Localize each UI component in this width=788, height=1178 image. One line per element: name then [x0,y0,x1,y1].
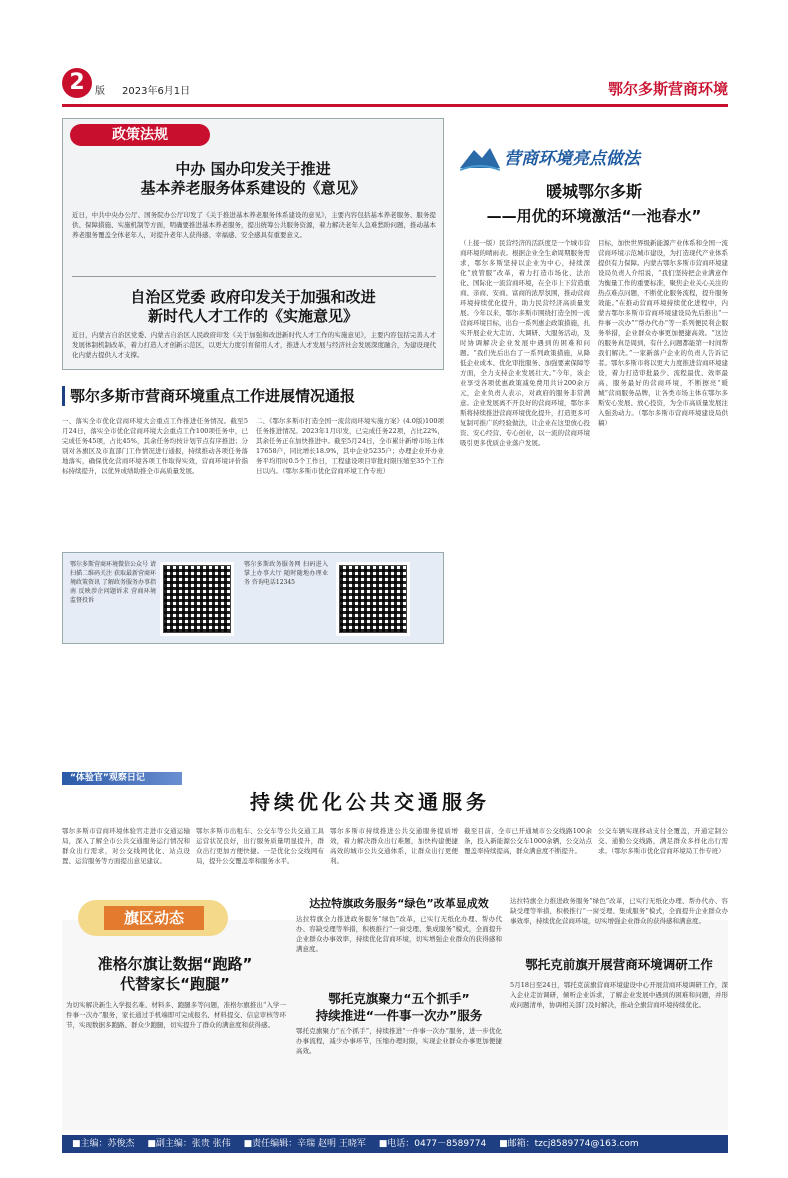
transport-col5: 公交车辆实现移动支付全覆盖，开通定制公交、通勤公交线路，满足群众多样化出行需求。（鄂尔多斯市优化营商环境局工作专班） [598,827,728,855]
transport-col2: 鄂尔多斯市出租车、公交车等公共交通工具运营状况良好，出行服务质量明显提升，群众出行更加方便快捷。一是优化公交线网布局，提升公交覆盖率和服务水平。 [196,827,324,865]
footer-bar [62,1135,728,1153]
footer-email[interactable]: ■邮箱：tzcj8589774@163.com [499,1139,639,1149]
region-a2-body: 达拉特旗全力推进政务服务“绿色”改革，已实行无纸化办理、帮办代办、容缺受理等举措，积极推行“一窗受理、集成服务”模式，全面提升企业群众办事效率，持续优化营商环境，切实增强企业群众的获得感和满意度。 [296,915,502,953]
masthead: 鄂尔多斯营商环境 [607,80,728,98]
qr-code-left[interactable] [163,565,231,633]
highlight-col2: 目标，加快世界级新能源产业体系和全国一流营商环境示范城市建设，为打造现代产业体系提供有力保障。内蒙古鄂尔多斯市营商环境建设局负责人介绍说，“我们坚持把企业满意作为衡量工作的重要标准，聚焦企业关心关注的热点难点问题，不断优化服务流程，提升服务效能。”在推动营商环境持续优化进程中，内蒙古鄂尔多斯市营商环境建设局先后推出“一件事一次办”“帮办代办”等一系列便民利企服务举措，企业群众办事更加便捷高效。“这边的服务真是周到，有什么问题都能第一时间帮我们解决。”一家新落户企业的负责人告诉记者。鄂尔多斯市将以更大力度推进营商环境建设，着力打造审批最少、流程最优、效率最高、服务最好的营商环境，不断擦亮“暖城”营商服务品牌，让各类市场主体在鄂尔多斯安心发展、放心投资，为全市高质量发展注入强劲动力。（鄂尔多斯市营商环境建设局供稿） [598,239,728,427]
ban-label: 版 [95,86,105,97]
region-a3-title: 鄂托克旗聚力“五个抓手” 持续推进“一件事一次办”服务 [315,991,483,1023]
region-a4-body: 5月18日至24日，鄂托克前旗营商环境建设中心开展营商环境调研工作，深入企业走访调研，倾听企业诉求，了解企业发展中遇到的困难和问题，并形成问题清单，协调相关部门及时解决，推动全旗营商环境持续优化。 [510,981,728,1009]
progress-title: 鄂尔多斯市营商环境重点工作进展情况通报 [70,387,356,405]
region-section-label: 旗区动态 [104,906,204,930]
highlight-section-label: 营商环境亮点做法 [460,140,728,174]
policy-article2-body: 近日，内蒙古自治区党委、内蒙古自治区人民政府印发《关于加强和改进新时代人才工作的实施意见》，主要内容包括完善人才发展体制机制改革，着力打造人才创新示范区，以更大力度引育留用人才，推进人才发展与经济社会发展深度融合，为建设现代化内蒙古提供人才支撑。 [72,331,436,359]
highlight-title: 暖城鄂尔多斯 ——用优的环境激活“一池春水” [486,182,702,225]
region-a4-title: 鄂托克前旗开展营商环境调研工作 [525,957,713,972]
page-number: 2 [62,68,92,98]
region-a2-title: 达拉特旗政务服务“绿色”改革显成效 [309,897,489,910]
mountain-logo-icon [460,142,500,172]
region-a2-continued: 达拉特旗全力推进政务服务“绿色”改革，已实行无纸化办理、帮办代办、容缺受理等举措，积极推行“一窗受理、集成服务”模式，全面提升企业群众办事效率，持续优化营商环境，切实增强企业群众的获得感和满意度。 [510,897,728,925]
issue-date: 2023年6月1日 [122,86,191,97]
policy-section-label: 政策法规 [70,124,210,146]
qr-left-text: 鄂尔多斯营商环境微信公众号 请扫描二维码关注 获取最新营商环境政策资讯 了解政务服务办事指南 反映涉企问题诉求 营商环境监督投诉 [70,561,156,604]
progress-col1: 一、落实全市优化营商环境大会重点工作推进任务情况。截至5月24日，落实全市优化营商环境大会重点工作100项任务中，已完成任务45项，占比45%，其余任务均按计划节点有序推进；分别对各旗区及市直部门工作情况进行通报，持续推动各项任务落地落实，确保优化营商环境各项工作取得实效，营商环境评价指标持续提升，以优异成绩助推全市高质量发展。 [62,417,248,475]
transport-col3: 鄂尔多斯市持续推进公共交通服务提质增效，着力解决群众出行难题，加快构建便捷高效的城市公共交通体系，让群众出行更便利。 [330,827,458,865]
header-rule [62,104,728,107]
region-a1-title: 准格尔旗让数据“跑路” 代替家长“跑腿” [97,955,253,993]
highlight-col1: （上接一版）民营经济的活跃度是一个城市营商环境的晴雨表。根据企业全生命周期服务需求，鄂尔多斯坚持以企业为中心，持续深化“放管服”改革，着力打造市场化、法治化、国际化一流营商环境，在全市上下营造重商、亲商、安商、富商的浓厚氛围，推动营商环境持续优化提升，助力民营经济高质量发展。今年以来，鄂尔多斯市围绕打造全国一流营商环境目标，出台一系列惠企政策措施，扎实开展企业大走访、大调研、大服务活动，及时协调解决企业发展中遇到的困难和问题。“我们先后出台了一系列政策措施，从降低企业成本、优化审批服务、加强要素保障等方面，全力支持企业发展壮大。”今年，该企业享受各项优惠政策减免费用共计200余万元，企业负责人表示，对政府的服务非常满意。企业发展离不开良好的营商环境，鄂尔多斯将持续推进营商环境优化提升，打造更多可复制可推广的经验做法，让企业在这里放心投资、安心经营、专心创业，以一流的营商环境吸引更多优质企业落户发展。 [460,239,590,447]
transport-col4: 截至目前，全市已开通城市公交线路100余条，投入新能源公交车1000余辆，公交站点覆盖率持续提高，群众满意度不断提升。 [464,827,592,855]
footer-deputy: ■副主编：张贵 张伟 [147,1139,231,1149]
footer-phone: ■电话：0477－8589774 [378,1139,487,1149]
progress-title-bar [62,386,65,406]
footer-editor: ■主编：苏俊杰 [72,1139,135,1149]
region-a1-body: 为切实解决新生入学报名难、材料多、跑腿多等问题，准格尔旗推出“入学一件事一次办”服务，家长通过手机端即可完成报名、材料提交、信息审核等环节，实现数据多跑路、群众少跑腿，切实提升了群众的满意度和获得感。 [66,1001,286,1029]
qr-code-right[interactable] [339,565,407,633]
qr-right-text: 鄂尔多斯政务服务网 扫码进入掌上办事大厅 随时随地办理业务 咨询电话12345 [244,561,328,586]
policy-divider [72,276,436,277]
policy-article1-title: 中办 国办印发关于推进 基本养老服务体系建设的《意见》 [140,160,366,197]
transport-title: 持续优化公共交通服务 [250,790,490,814]
footer-duty: ■责任编辑：辛瑞 赵明 王晓军 [243,1139,366,1149]
region-a3-body: 鄂托克旗聚力“五个抓手”，持续推进“一件事一次办”服务，进一步优化办事流程，减少办事环节，压缩办理时限，实现企业群众办事更加便捷高效。 [296,1027,502,1055]
progress-col2: 二、《鄂尔多斯市打造全国一流营商环境实施方案》(4.0版)100项任务推进情况。2023年1月印发，已完成任务22项，占比22%，其余任务正在加快推进中。截至5月24日，全市累计新增市场主体17658户，同比增长18.9%，其中企业5235户；办理企业开办业务平均用时0.5个工作日，工程建设项目审批时限压缩至35个工作日以内。（鄂尔多斯市优化营商环境工作专班） [256,417,444,475]
policy-article1-body: 近日，中共中央办公厅、国务院办公厅印发了《关于推进基本养老服务体系建设的意见》，主要内容包括基本养老服务、服务提供、保障措施、实施机制等方面，明确要推进基本养老服务，提出统筹公共服务资源，着力解决老年人急难愁盼问题，推动基本养老服务覆盖全体老年人，对提升老年人获得感、幸福感、安全感具有重要意义。 [72,211,436,239]
transport-col1: 鄂尔多斯市营商环境体验官走进市交通运输局，深入了解全市公共交通服务运行情况和群众出行需求，对公交线网优化、站点设置、运营服务等方面提出意见建议。 [62,827,190,865]
policy-article2-title: 自治区党委 政府印发关于加强和改进 新时代人才工作的《实施意见》 [130,288,376,325]
transport-strip-label: “体验官”观察日记 [62,772,182,785]
